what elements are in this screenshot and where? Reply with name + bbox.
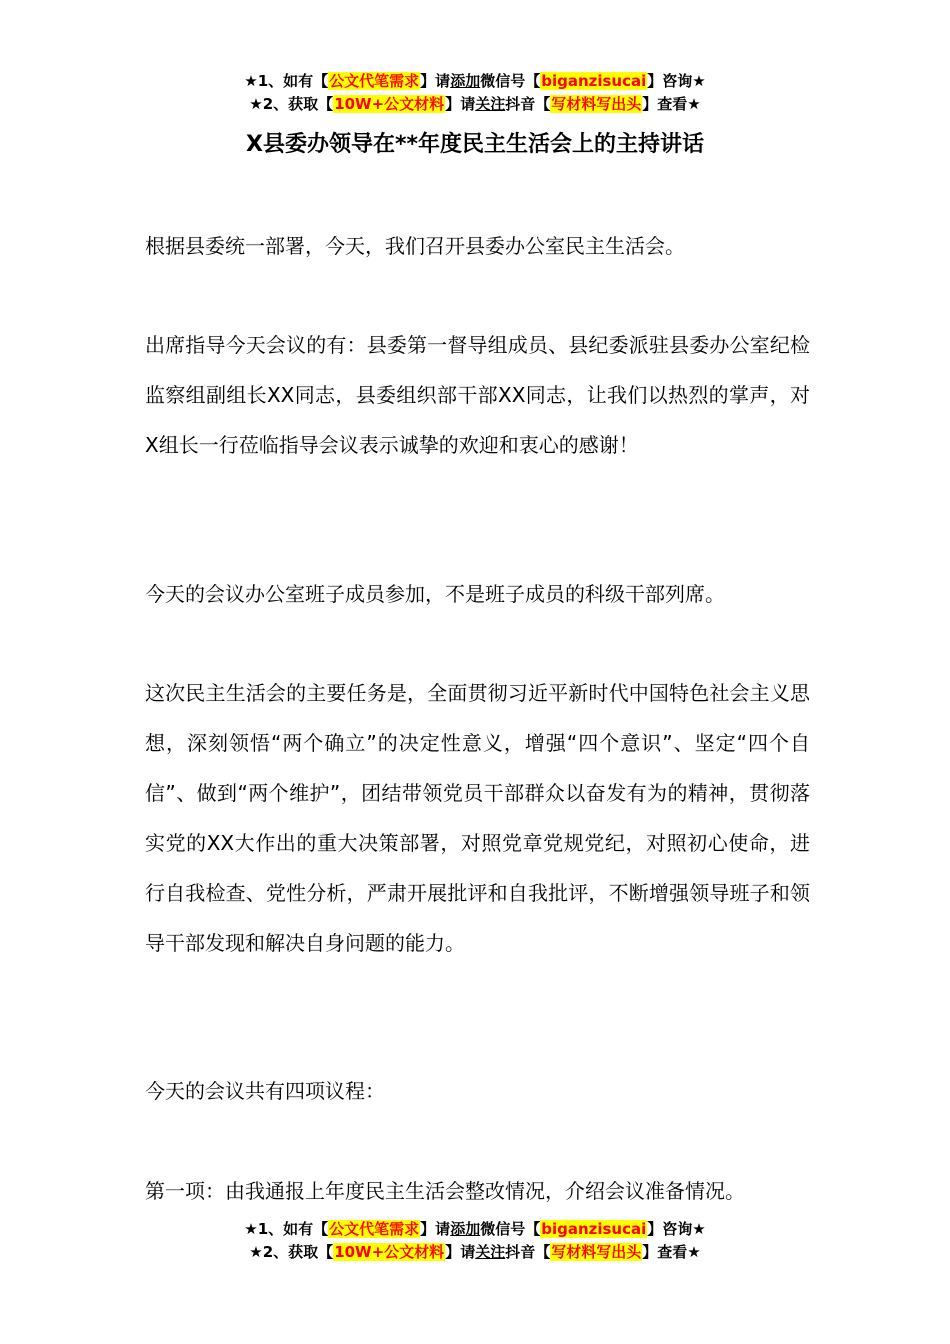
- banner-line-1: [0, 70, 950, 93]
- paragraph-4: 这次民主生活会的主要任务是，全面贯彻习近平新时代中国特色社会主义思想，深刻领悟“两个确立”的决定性意义，增强“四个意识”、坚定“四个自信”、做到“两个维护”，团结带领党员干部群众以奋发有为的精神，贯彻落实党的XX大作出的重大决策部署，对照党章党规党纪，对照初心使命，进行自我检查、党性分析，严肃开展批评和自我批评，不断增强领导班子和领导干部发现和解决自身问题的能力。: [145, 681, 810, 955]
- banner-text: 】咨询★: [647, 72, 706, 90]
- paragraph-3: 今天的会议办公室班子成员参加，不是班子成员的科级干部列席。: [145, 582, 725, 606]
- banner-text: 微信号【: [480, 1220, 541, 1238]
- banner-underline: 添加: [450, 72, 481, 90]
- banner-text: ★2、获取【: [249, 95, 334, 113]
- banner-text: 】请: [445, 1243, 476, 1261]
- banner-highlight: 写材料写出头: [551, 1243, 642, 1261]
- banner-highlight: 10W+公文材料: [334, 1243, 445, 1261]
- banner-line-2: [0, 93, 950, 116]
- header-banner: [0, 70, 950, 116]
- paragraph-1: 根据县委统一部署，今天，我们召开县委办公室民主生活会。: [145, 234, 685, 258]
- banner-underline: 关注: [475, 1243, 506, 1261]
- document-title: X县委办领导在**年度民主生活会上的主持讲话: [246, 132, 704, 157]
- banner-highlight: 公文代笔需求: [329, 72, 420, 90]
- banner-text: ★2、获取【: [249, 1243, 334, 1261]
- banner-wechat-id: biganzisucai: [541, 1220, 647, 1238]
- banner-line-1: [0, 1218, 950, 1241]
- banner-highlight: 10W+公文材料: [334, 95, 445, 113]
- banner-highlight: 公文代笔需求: [329, 1220, 420, 1238]
- banner-line-2: [0, 1241, 950, 1264]
- footer-banner: [0, 1218, 950, 1264]
- banner-underline: 关注: [475, 95, 506, 113]
- paragraph-2: 出席指导今天会议的有：县委第一督导组成员、县纪委派驻县委办公室纪检监察组副组长XX同志，县委组织部干部XX同志，让我们以热烈的掌声，对X组长一行莅临指导会议表示诚挚的欢迎和衷心的感谢！: [145, 333, 810, 457]
- banner-text: 】查看★: [642, 1243, 701, 1261]
- banner-text: 】咨询★: [647, 1220, 706, 1238]
- banner-highlight: 写材料写出头: [551, 95, 642, 113]
- banner-text: 】请: [420, 72, 451, 90]
- banner-text: 】查看★: [642, 95, 701, 113]
- banner-wechat-id: biganzisucai: [541, 72, 647, 90]
- banner-text: 微信号【: [480, 72, 541, 90]
- banner-text: 抖音【: [505, 95, 551, 113]
- banner-text: ★1、如有【: [244, 72, 329, 90]
- banner-text: 】请: [420, 1220, 451, 1238]
- paragraph-6: 第一项：由我通报上年度民主生活会整改情况，介绍会议准备情况。: [145, 1179, 745, 1203]
- banner-text: 抖音【: [505, 1243, 551, 1261]
- paragraph-5: 今天的会议共有四项议程：: [145, 1079, 385, 1103]
- banner-text: 】请: [445, 95, 476, 113]
- banner-underline: 添加: [450, 1220, 481, 1238]
- banner-text: ★1、如有【: [244, 1220, 329, 1238]
